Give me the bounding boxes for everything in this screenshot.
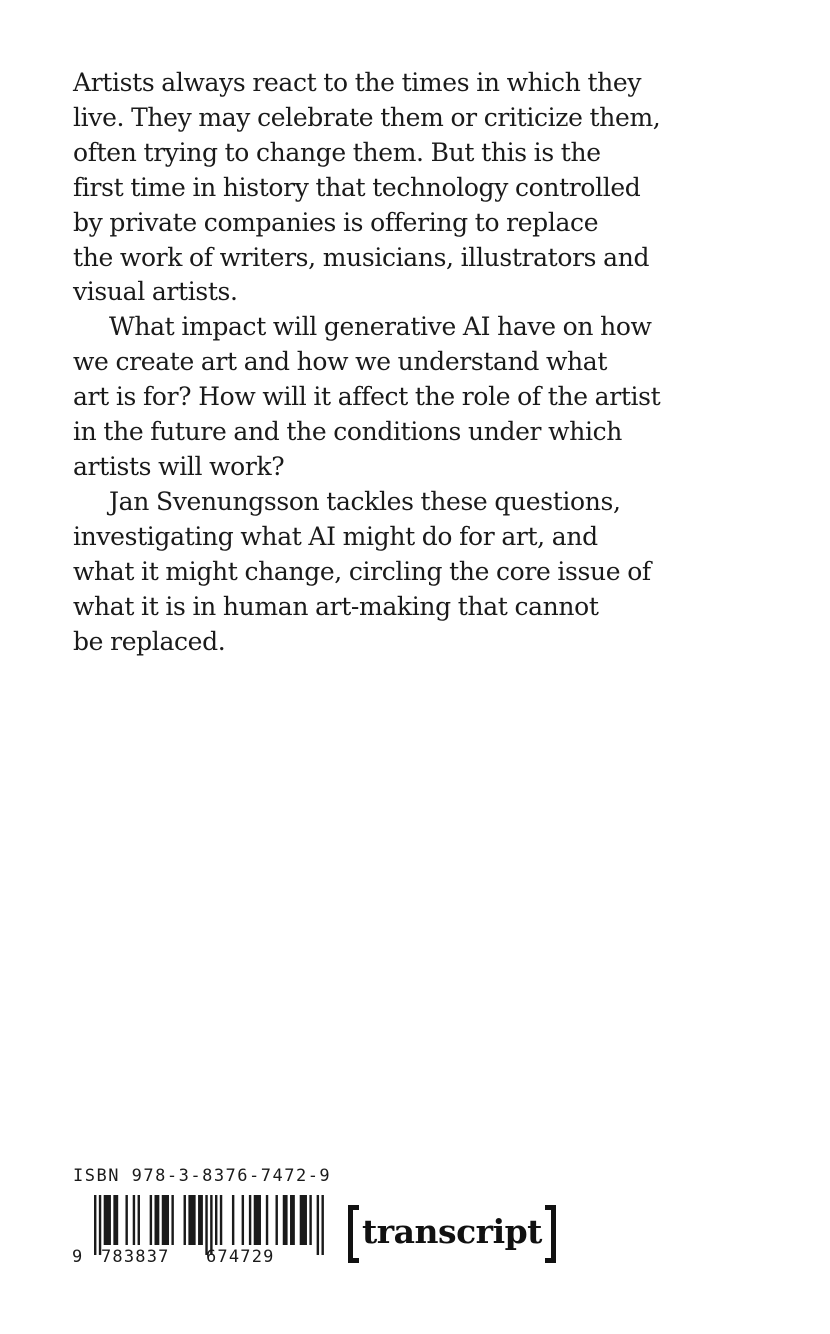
barcode-bar [184, 1195, 186, 1245]
barcode-bar [125, 1195, 127, 1245]
blurb-line: what it might change, circling the core issue of [73, 556, 651, 586]
barcode-bar [249, 1195, 251, 1245]
barcode-bar [276, 1195, 278, 1245]
barcode-bar [104, 1195, 111, 1245]
blurb-paragraph-2 [73, 310, 673, 485]
blurb-line: visual artists. [73, 277, 238, 307]
logo-right-bracket [545, 1205, 556, 1263]
barcode-bar [283, 1195, 288, 1245]
blurb-line: first time in history that technology controlled [73, 172, 641, 202]
barcode-first-digit: 9 [72, 1247, 83, 1265]
barcode-bar [290, 1195, 295, 1245]
logo-left-bracket [348, 1205, 359, 1263]
blurb-line: the work of writers, musicians, illustrators and [73, 242, 650, 272]
barcode-bar [215, 1195, 217, 1245]
barcode-bar [138, 1195, 140, 1245]
barcode-bar [317, 1195, 319, 1255]
barcode-bar [232, 1195, 234, 1245]
blurb-paragraph-3 [73, 485, 673, 660]
barcode-graphic [70, 1193, 324, 1265]
logo-wordmark: transcript [362, 1211, 542, 1251]
barcode-bar [155, 1195, 160, 1245]
blurb-line: investigating what AI might do for art, and [73, 521, 598, 551]
barcode-bar [94, 1195, 96, 1255]
barcode-bar [205, 1195, 207, 1255]
barcode-bar [321, 1195, 323, 1255]
barcode-bar [210, 1195, 212, 1255]
barcode-bar [242, 1195, 244, 1245]
blurb-paragraph-1 [73, 66, 673, 310]
isbn-label: ISBN 978-3-8376-7472-9 [73, 1166, 332, 1186]
barcode-bar [220, 1195, 222, 1245]
barcode-bar [171, 1195, 173, 1245]
barcode-bar [309, 1195, 311, 1245]
barcode-bar [99, 1195, 101, 1255]
isbn-barcode [70, 1193, 324, 1265]
blurb-line: by private companies is offering to replace [73, 207, 599, 237]
blurb-line: live. They may celebrate them or criticize them, [73, 102, 661, 132]
blurb-line: often trying to change them. But this is the [73, 137, 601, 167]
barcode-bar [113, 1195, 118, 1245]
barcode-bar [254, 1195, 261, 1245]
barcode-bar [162, 1195, 169, 1245]
barcode-bar [266, 1195, 268, 1245]
publisher-logo [348, 1203, 556, 1265]
barcode-bar [133, 1195, 135, 1245]
barcode-right-digits: 674729 [206, 1247, 275, 1265]
barcode-bar [198, 1195, 203, 1245]
blurb-line: be replaced. [73, 626, 226, 656]
barcode-bar [188, 1195, 195, 1245]
barcode-bar [300, 1195, 307, 1245]
blurb-line: art is for? How will it affect the role of the artist [73, 382, 661, 412]
blurb-line: What impact will generative AI have on how [109, 312, 652, 342]
barcode-left-digits: 783837 [101, 1247, 170, 1265]
blurb-line: in the future and the conditions under which [73, 417, 622, 447]
barcode-bar [150, 1195, 152, 1245]
blurb-line: artists will work? [73, 451, 285, 481]
blurb-line: Artists always react to the times in which they [73, 68, 642, 97]
blurb-line: what it is in human art-making that cannot [73, 591, 599, 621]
back-cover-blurb [73, 66, 673, 659]
blurb-line: we create art and how we understand what [73, 347, 608, 377]
barcode-bars [94, 1195, 324, 1255]
blurb-line: Jan Svenungsson tackles these questions, [109, 486, 621, 516]
